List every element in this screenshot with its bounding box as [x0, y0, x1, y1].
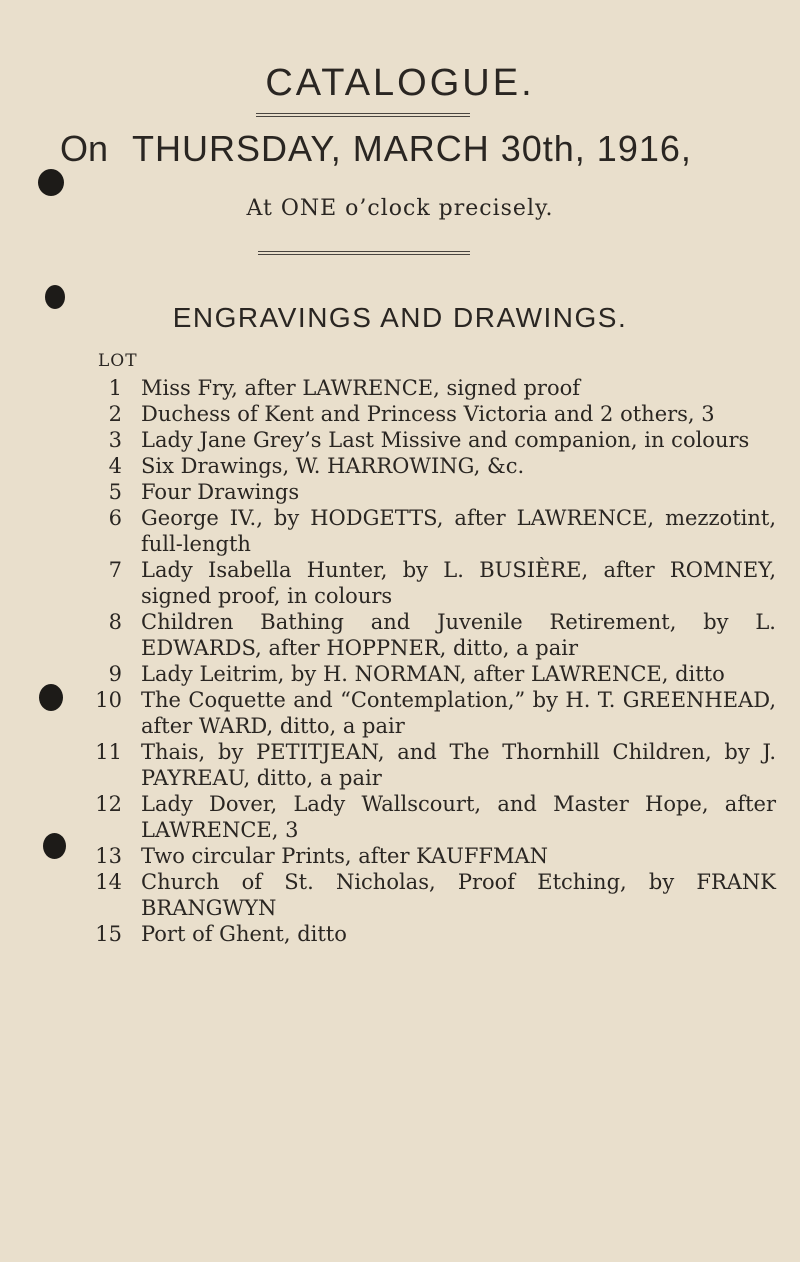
lot-number: 7 [108, 558, 122, 582]
lot-description: Lady Isabella Hunter, by L. BUSIÈRE, after ROMNEY, signed proof, in colours [141, 558, 776, 608]
lot-description: The Coquette and “Contemplation,” by H. T. GREENHEAD, after WARD, ditto, a pair [141, 688, 776, 738]
page-title: CATALOGUE. [265, 62, 535, 104]
lot-number: 3 [108, 428, 122, 452]
lot-number: 10 [95, 688, 122, 712]
lot-item [0, 401, 800, 427]
lot-item [0, 843, 800, 869]
lot-number: 12 [95, 792, 122, 816]
lot-number: 6 [108, 506, 122, 530]
lot-item [0, 687, 800, 739]
date-rule [258, 251, 470, 255]
lot-item [0, 869, 800, 921]
lot-description: Two circular Prints, after KAUFFMAN [141, 844, 549, 868]
lot-description: Duchess of Kent and Princess Victoria and 2 others, 3 [141, 402, 715, 426]
lot-item [0, 453, 800, 479]
lot-description: Lady Dover, Lady Wallscourt, and Master Hope, after LAWRENCE, 3 [141, 792, 776, 842]
title-rule [256, 113, 470, 117]
sale-time: At ONE o’clock precisely. [246, 196, 554, 221]
lot-number: 15 [95, 922, 122, 946]
lot-item [0, 375, 800, 401]
lot-item [0, 921, 800, 947]
lot-description: Thais, by PETITJEAN, and The Thornhill Children, by J. PAYREAU, ditto, a pair [141, 740, 776, 790]
lot-item [0, 505, 800, 557]
lot-description: Church of St. Nicholas, Proof Etching, by FRANK BRANGWYN [141, 870, 776, 920]
lot-number: 14 [95, 870, 122, 894]
lot-description: Four Drawings [141, 480, 300, 504]
lot-description: George IV., by HODGETTS, after LAWRENCE, mezzotint, full-length [141, 506, 776, 556]
sale-date-line [60, 128, 800, 170]
lot-item [0, 661, 800, 687]
lot-number: 13 [95, 844, 122, 868]
lot-item [0, 557, 800, 609]
lot-number: 9 [108, 662, 122, 686]
lot-item [0, 739, 800, 791]
lot-description: Lady Jane Grey’s Last Missive and companion, in colours [141, 428, 750, 452]
lot-description: Lady Leitrim, by H. NORMAN, after LAWRENCE, ditto [141, 662, 725, 686]
lot-list [0, 375, 800, 947]
lot-number: 1 [108, 376, 122, 400]
lot-item [0, 479, 800, 505]
lot-number: 5 [108, 480, 122, 504]
lot-column-header: LOT [98, 351, 138, 371]
lot-number: 2 [108, 402, 122, 426]
sale-date: THURSDAY, MARCH 30th, 1916, [132, 128, 692, 169]
binding-hole [38, 169, 64, 196]
lot-description: Miss Fry, after LAWRENCE, signed proof [141, 376, 581, 400]
section-title: ENGRAVINGS AND DRAWINGS. [172, 302, 628, 333]
lot-number: 8 [108, 610, 122, 634]
lot-description: Six Drawings, W. HARROWING, &c. [141, 454, 525, 478]
lot-number: 4 [108, 454, 122, 478]
lot-item [0, 609, 800, 661]
lot-description: Port of Ghent, ditto [141, 922, 347, 946]
lot-item [0, 791, 800, 843]
sale-on: On [60, 128, 109, 169]
lot-number: 11 [95, 740, 122, 764]
lot-item [0, 427, 800, 453]
lot-description: Children Bathing and Juvenile Retirement, by L. EDWARDS, after HOPPNER, ditto, a pair [141, 610, 776, 660]
